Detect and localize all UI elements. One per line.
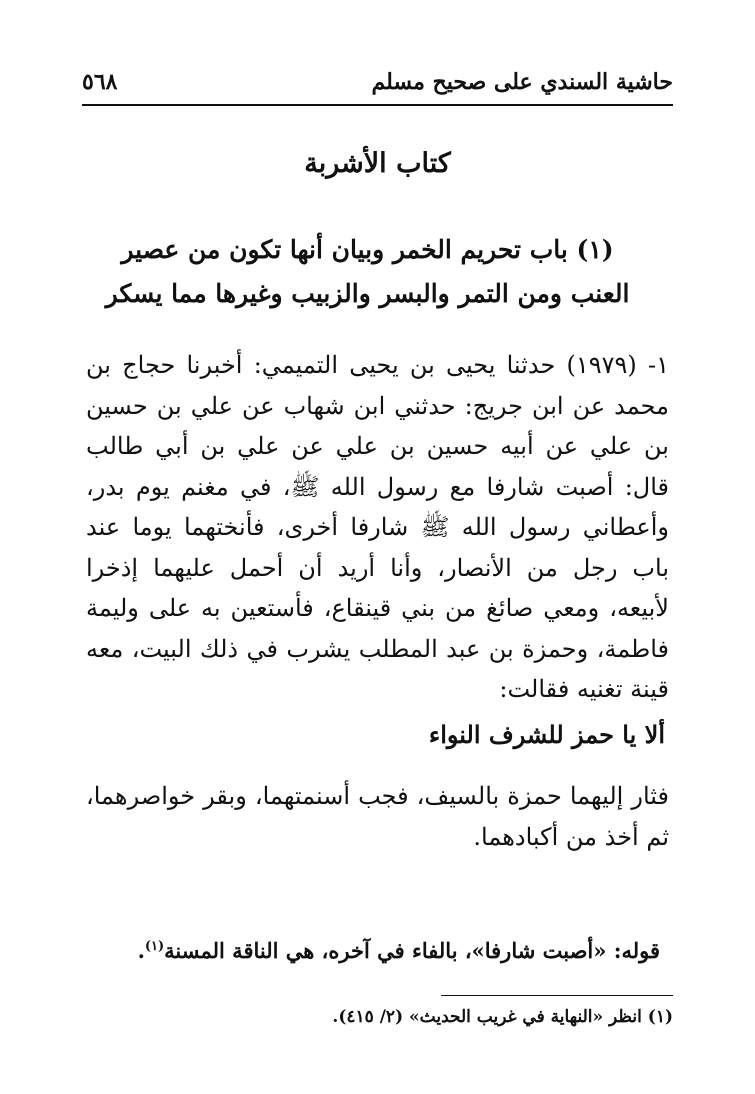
hadith-text: ١- (١٩٧٩) حدثنا يحيى بن يحيى التميمي: أخبرنا حجاج بن محمد عن ابن جريج: حدثني ابن شهاب عن علي بن حسين بن علي عن أبيه حسين بن علي عن علي بن أبي طالب قال: أصبت شارفا مع رسول الله ﷺ، في مغنم يوم بدر، وأعطاني رسول الله ﷺ شارفا أخرى، فأنختهما يوما عند باب رجل من الأنصار، وأنا أريد أن أحمل عليهما إذخرا لأبيعه، ومعي صائغ من بني قينقاع، فأستعين به على وليمة فاطمة، وحمزة بن عبد المطلب يشرب في ذلك البيت، معه قينة تغنيه فقالت:	[86, 351, 669, 703]
page-number: ٥٦٨	[82, 69, 118, 95]
chapter-heading: (١) باب تحريم الخمر وبيان أنها تكون من عصير العنب ومن التمر والبسر والزبيب وغيرها مما يسكر	[105, 235, 630, 308]
commentary-text: قوله: «أصبت شارفا»، بالفاء في آخره، هي الناقة المسنة	[164, 938, 660, 963]
commentary-end: .	[137, 938, 145, 963]
header-title: حاشية السندي على صحيح مسلم	[371, 69, 673, 95]
poetry-verse: ألا يا حمز للشرف النواء	[428, 720, 665, 749]
continuation-text: فثار إليهما حمزة بالسيف، فجب أسنمتهما، وبقر خواصرهما، ثم أخذ من أكبادهما.	[86, 782, 669, 851]
footnote: (١) انظر «النهاية في غريب الحديث» (٢/ ٤١٥).	[332, 1007, 673, 1027]
footnote-divider	[441, 995, 673, 996]
book-title: كتاب الأشربة	[304, 148, 451, 179]
commentary	[90, 938, 660, 963]
running-header	[82, 60, 673, 106]
footnote-marker[interactable]: (١)	[144, 939, 165, 954]
hadith-continuation	[86, 776, 669, 857]
hadith-body	[86, 345, 669, 710]
